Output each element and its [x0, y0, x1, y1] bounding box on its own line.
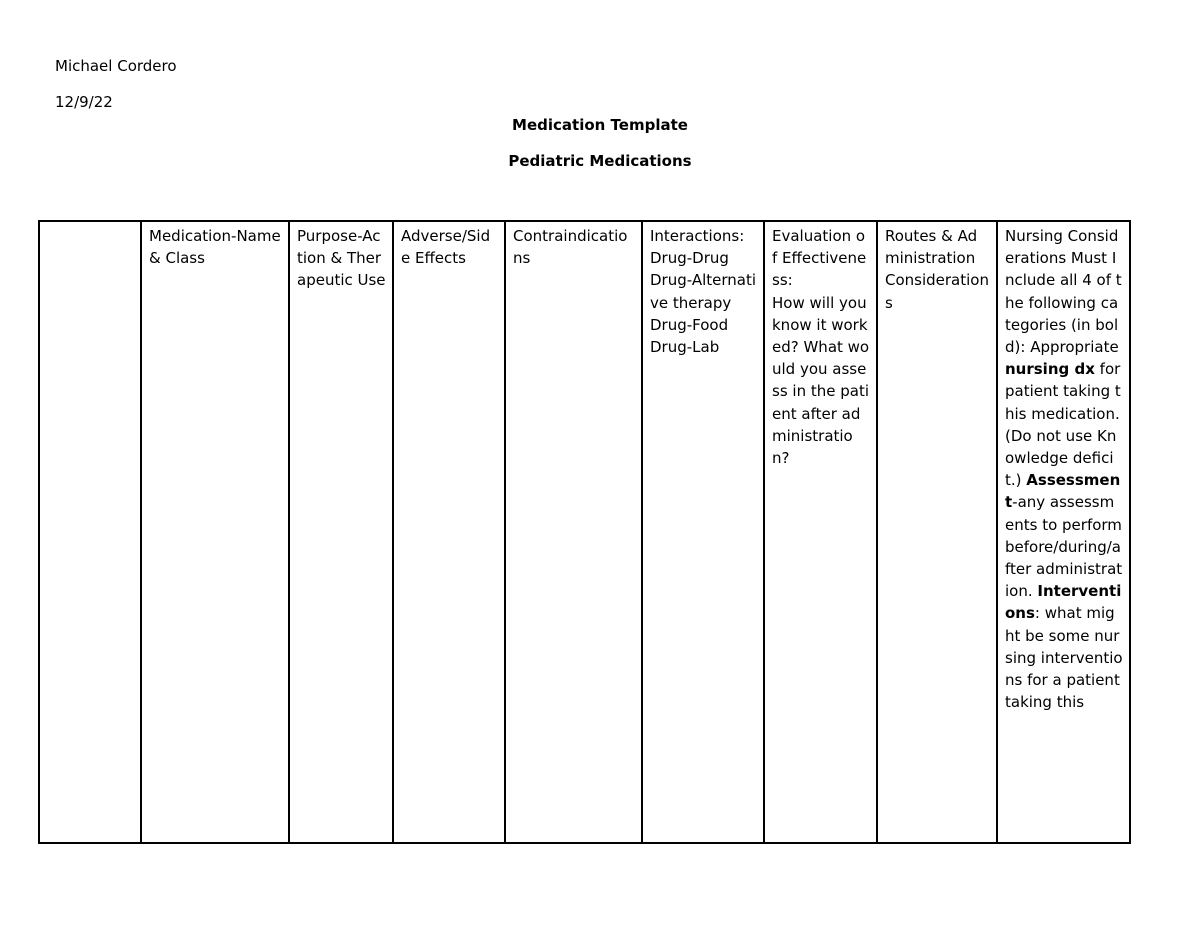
evaluation-header	[764, 221, 877, 843]
adverse-effects-header	[393, 221, 505, 843]
interaction-drug-lab: Drug-Lab	[650, 338, 720, 357]
nursing-dx-label: nursing dx	[1005, 360, 1095, 379]
interaction-drug-alternative: Drug-Alternative therapy	[650, 271, 757, 312]
assessment-label: Assessment	[1005, 471, 1121, 512]
interaction-drug-drug: Drug-Drug	[650, 249, 729, 268]
nursing-dx-text: for patient taking this medication. (Do not use Knowledge deficit.)	[1005, 360, 1121, 490]
purpose-header	[289, 221, 393, 843]
purpose-header-text: Purpose-Action & Therapeutic Use	[297, 227, 386, 290]
evaluation-question: How will you know it worked? What would you assess in the patient after administration?	[772, 293, 870, 468]
contraindications-header-text: Contraindications	[513, 227, 628, 268]
document-subtitle: Pediatric Medications	[508, 152, 692, 170]
interventions-text: : what might be some nursing interventions for a patient taking this	[1005, 604, 1123, 712]
author-name: Michael Cordero	[55, 57, 177, 75]
blank-cell	[39, 221, 141, 843]
contraindications-header	[505, 221, 642, 843]
medication-table	[38, 220, 1131, 844]
adverse-header-text: Adverse/Side Effects	[401, 227, 491, 268]
interactions-label: Interactions:	[650, 227, 745, 245]
nursing-intro: Nursing Considerations Must Include all 4 of the following categories (in bold):	[1005, 227, 1122, 357]
medication-header-text: Medication-Name & Class	[149, 227, 281, 268]
medication-name-class-header	[141, 221, 289, 843]
document-date: 12/9/22	[55, 93, 113, 111]
routes-header-text: Routes & Administration Considerations	[885, 227, 989, 312]
interventions-label: Interventions	[1005, 582, 1122, 623]
routes-header	[877, 221, 997, 843]
assessment-text: -any assessments to perform before/during/after administration.	[1005, 493, 1123, 601]
interaction-drug-food: Drug-Food	[650, 315, 729, 334]
nursing-considerations-header	[997, 221, 1130, 843]
nursing-appropriate: Appropriate	[1030, 338, 1119, 357]
interactions-header	[642, 221, 764, 843]
evaluation-heading: Evaluation of Effectiveness:	[772, 227, 867, 290]
table-row	[39, 221, 1130, 843]
document-title: Medication Template	[512, 116, 688, 134]
